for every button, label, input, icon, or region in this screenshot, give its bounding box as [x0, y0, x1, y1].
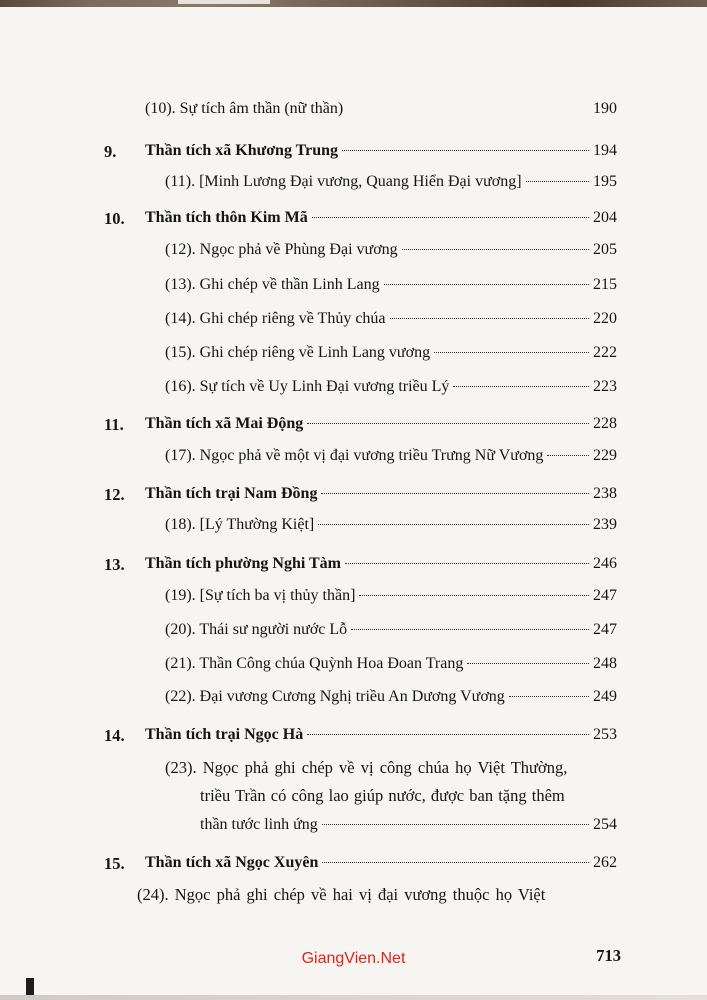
toc-entry-title: (16). Sự tích về Uy Linh Đại vương triều Lý	[165, 378, 450, 395]
toc-entry-title-line: triều Trần có công lao giúp nước, được ban tặng thêm	[200, 786, 565, 805]
toc-entry-title: (15). Ghi chép riêng về Linh Lang vương	[165, 344, 431, 361]
page-top-edge	[0, 0, 707, 7]
page-top-notch	[178, 0, 270, 4]
toc-section	[145, 555, 617, 573]
toc-entry-page: 205	[593, 241, 617, 258]
toc-entry-title: (22). Đại vương Cương Nghị triều An Dương Vương	[165, 688, 505, 705]
toc-entry-title: (12). Ngọc phả về Phùng Đại vương	[165, 241, 398, 258]
toc-section-page: 194	[593, 142, 617, 159]
toc-entry-title: (14). Ghi chép riêng về Thủy chúa	[165, 310, 386, 327]
toc-entry-title: (13). Ghi chép về thần Linh Lang	[165, 276, 380, 293]
leader-dots	[312, 217, 589, 218]
leader-dots	[342, 150, 589, 151]
leader-dots	[307, 423, 589, 424]
leader-dots	[467, 663, 589, 664]
toc-entry-page: 229	[593, 447, 617, 464]
toc-entry-title: (11). [Minh Lương Đại vương, Quang Hiển Đại vương]	[165, 173, 522, 190]
leader-dots	[322, 824, 589, 825]
toc-entry-title: thần tước linh ứng	[200, 816, 318, 833]
toc-entry	[165, 241, 617, 259]
toc-entry-title: (17). Ngọc phả về một vị đại vương triều Trưng Nữ Vương	[165, 447, 544, 464]
toc-entry-page: 247	[593, 621, 617, 638]
toc-section	[145, 854, 617, 872]
toc-entry-page: 195	[593, 173, 617, 190]
section-number: 11.	[104, 415, 124, 434]
toc-section-page: 262	[593, 854, 617, 871]
toc-section-title: Thần tích xã Ngọc Xuyên	[145, 854, 319, 871]
toc-entry	[165, 516, 617, 534]
toc-entry	[165, 688, 617, 706]
leader-dots	[321, 493, 589, 494]
toc-entry-page: 223	[593, 378, 617, 395]
toc-section-page: 253	[593, 726, 617, 743]
toc-entry-title: (21). Thần Công chúa Quỳnh Hoa Đoan Trang	[165, 655, 464, 672]
toc-section-page: 246	[593, 555, 617, 572]
toc-section	[145, 415, 617, 433]
toc-entry-title-line: (23). Ngọc phả ghi chép về vị công chúa họ Việt Thường,	[165, 758, 568, 777]
leader-dots	[402, 249, 589, 250]
toc-entry-page: 249	[593, 688, 617, 705]
leader-dots	[509, 696, 589, 697]
toc-section-title: Thần tích thôn Kim Mã	[145, 209, 308, 226]
toc-section-title: Thần tích trại Nam Đồng	[145, 485, 318, 502]
page-bottom-edge	[0, 995, 707, 1000]
toc-entry	[165, 587, 617, 605]
toc-entry	[165, 276, 617, 294]
toc-entry-title: (20). Thái sư người nước Lỗ	[165, 621, 348, 638]
leader-dots	[307, 734, 589, 735]
toc-entry	[145, 100, 617, 118]
toc-entry-page: 220	[593, 310, 617, 327]
toc-entry-page: 222	[593, 344, 617, 361]
toc-entry	[165, 378, 617, 396]
toc-entry-page: 247	[593, 587, 617, 604]
leader-dots	[384, 284, 589, 285]
leader-dots	[434, 352, 589, 353]
leader-dots	[526, 181, 589, 182]
watermark-site-name: GiangVien.Net	[301, 950, 406, 967]
toc-entry-title: (18). [Lý Thường Kiệt]	[165, 516, 315, 533]
leader-dots	[351, 629, 589, 630]
toc-entry-page: 190	[593, 100, 617, 117]
leader-dots	[345, 563, 589, 564]
toc-entry-page: 215	[593, 276, 617, 293]
toc-section	[145, 209, 617, 227]
toc-section	[145, 726, 617, 744]
section-number: 12.	[104, 485, 125, 504]
toc-entry-title-line: (24). Ngọc phả ghi chép về hai vị đại vương thuộc họ Việt	[137, 885, 546, 904]
toc-entry-page: 239	[593, 516, 617, 533]
toc-section-page: 204	[593, 209, 617, 226]
leader-dots	[547, 455, 589, 456]
toc-section-title: Thần tích trại Ngọc Hà	[145, 726, 304, 743]
leader-dots	[453, 386, 589, 387]
toc-entry	[165, 344, 617, 362]
section-number: 10.	[104, 209, 125, 228]
toc-entry-page: 248	[593, 655, 617, 672]
toc-section-page: 238	[593, 485, 617, 502]
page-number: 713	[596, 946, 621, 965]
toc-section-title: Thần tích phường Nghi Tàm	[145, 555, 342, 572]
toc-entry	[165, 447, 617, 465]
toc-section-title: Thần tích xã Mai Động	[145, 415, 304, 432]
toc-entry	[200, 816, 617, 834]
section-number: 9.	[104, 142, 117, 161]
toc-entry-title: (19). [Sự tích ba vị thủy thần]	[165, 587, 356, 604]
section-number: 14.	[104, 726, 125, 745]
toc-entry	[165, 655, 617, 673]
toc-section	[145, 485, 617, 503]
leader-dots	[322, 862, 589, 863]
leader-dots	[390, 318, 589, 319]
toc-entry-page: 254	[593, 816, 617, 833]
toc-section	[145, 142, 617, 160]
leader-dots	[318, 524, 589, 525]
toc-entry	[165, 173, 617, 191]
section-number: 13.	[104, 555, 125, 574]
toc-entry	[165, 310, 617, 328]
leader-dots	[359, 595, 589, 596]
toc-section-title: Thần tích xã Khương Trung	[145, 142, 339, 159]
toc-entry-title: (10). Sự tích âm thần (nữ thần)	[145, 100, 344, 117]
toc-entry	[165, 621, 617, 639]
section-number: 15.	[104, 854, 125, 873]
toc-section-page: 228	[593, 415, 617, 432]
